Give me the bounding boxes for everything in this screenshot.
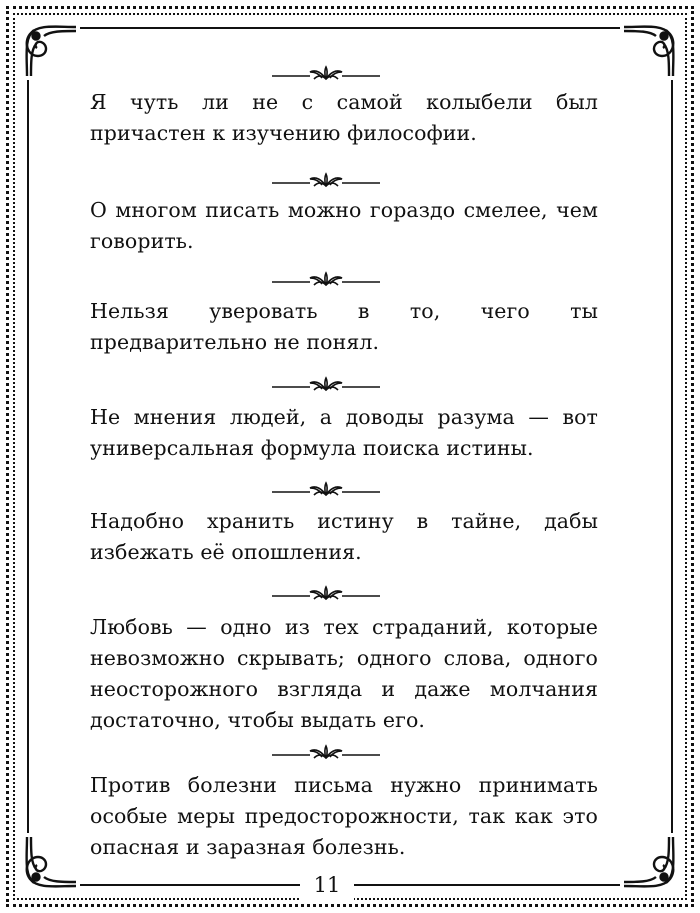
quote-text: Я чуть ли не с самой колыбели был причастен к изучению философии. [90, 90, 598, 145]
quote-text: Против болезни письма нужно принимать особые меры предосторожности, так как это опасная и заразная болезнь. [90, 773, 598, 859]
ornament-divider-icon [270, 374, 382, 396]
quote-text: Любовь — одно из тех страданий, которые невозможно скрывать; одного слова, одного неосторожного взгляда и даже молчания достаточно, чтобы выдать его. [90, 615, 598, 732]
quote-text: О многом писать можно гораздо смелее, чем говорить. [90, 198, 598, 253]
ornament-divider-icon [270, 583, 382, 605]
quote-text: Нельзя уверовать в то, чего ты предварительно не понял. [90, 299, 598, 354]
ornament-divider-icon [270, 170, 382, 192]
page-number: 11 [300, 870, 354, 900]
quote-text: Не мнения людей, а доводы разума — вот универсальная формула поиска истины. [90, 405, 598, 460]
ornament-divider-icon [270, 742, 382, 764]
corner-flourish-icon [620, 16, 684, 80]
ornament-divider-icon [270, 479, 382, 501]
corner-flourish-icon [620, 833, 684, 897]
corner-flourish-icon [16, 16, 80, 80]
corner-flourish-icon [16, 833, 80, 897]
quote-text: Надобно хранить истину в тайне, дабы избежать её опошления. [90, 509, 598, 564]
ornament-divider-icon [270, 269, 382, 291]
ornament-divider-icon [270, 63, 382, 85]
